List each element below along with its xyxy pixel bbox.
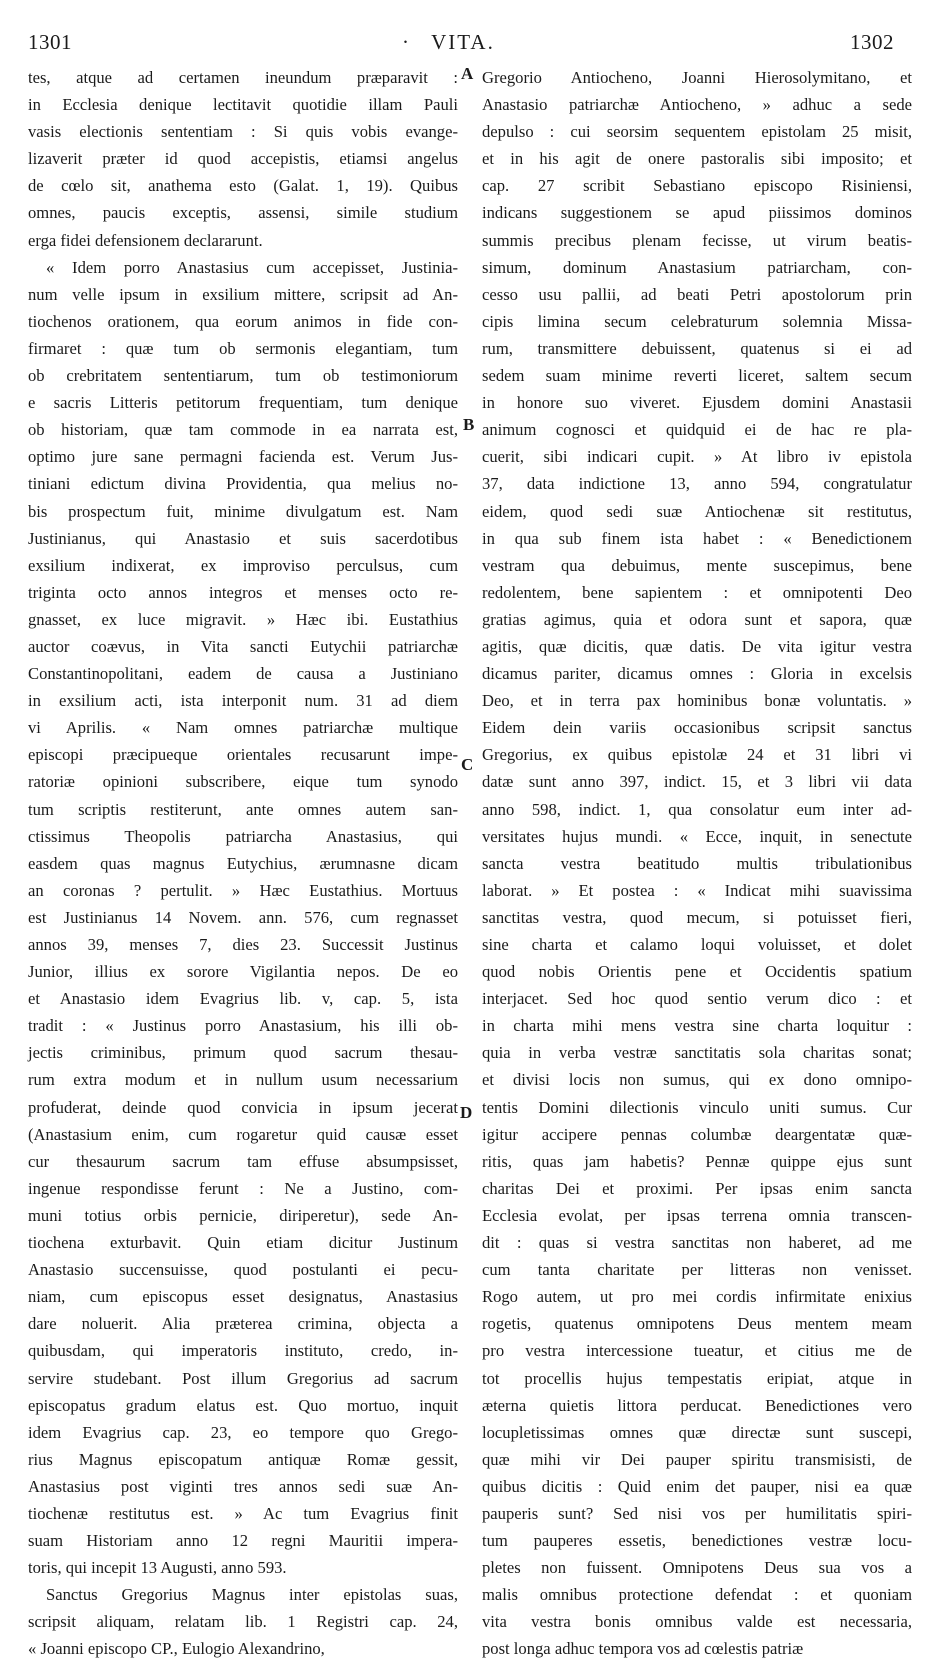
text-line: annos 39, menses 7, dies 23. Successit Justinus	[28, 935, 458, 954]
text-line: pauperis sunt? Sed nisi vos per humilitatis spiri-	[482, 1503, 912, 1523]
text-line: et Anastasio idem Evagrius lib. v, cap. 5, ista	[28, 989, 458, 1009]
text-line: ingenue respondisse ferunt : Ne a Justino, com-	[28, 1178, 458, 1198]
text-line: in qua sub finem ista habet : « Benedictionem	[482, 528, 912, 548]
text-line: rogetis, quatenus omnipotens Deus mentem meam	[482, 1314, 912, 1334]
text-line: de cœlo sit, anathema esto (Galat. 1, 19). Quibus	[28, 176, 458, 196]
text-line: versitates hujus mundi. « Ecce, inquit, in senectute	[482, 826, 912, 846]
text-line: vestram qua debuimus, mente suscepimus, bene	[482, 555, 912, 575]
text-line: depulso : cui seorsim sequentem epistolam 25 misit,	[482, 122, 912, 142]
text-line: sine charta et calamo loqui voluisset, et dolet	[482, 935, 912, 954]
text-line: cipis limina secum celebraturum solemnia Missa-	[482, 311, 912, 331]
text-line: rum extra modum et in nullum usum necessarium	[28, 1070, 458, 1090]
text-line: firmaret : quæ tum ob sermonis elegantiam, tum	[28, 338, 458, 358]
text-line: ctissimus Theopolis patriarcha Anastasius, qui	[28, 826, 458, 846]
text-line: Gregorio Antiocheno, Joanni Hierosolymitano, et	[482, 68, 912, 87]
text-line: cum tanta charitate per litteras non venisset.	[482, 1260, 912, 1280]
text-line: tum scriptis restiterunt, ante omnes autem san-	[28, 799, 458, 819]
text-line: optimo jure sane permagni facienda est. Verum Jus-	[28, 447, 458, 467]
text-line: vasis electionis sententiam : Si quis vobis evange-	[28, 122, 458, 142]
text-line: cesso usu pallii, ad beati Petri apostolorum prin	[482, 284, 912, 304]
text-line: idem Evagrius cap. 23, eo tempore quo Grego-	[28, 1422, 458, 1442]
text-line: est Justinianus 14 Novem. ann. 576, cum regnasset	[28, 907, 458, 927]
text-line: rum, transmittere debuissent, quatenus si ei ad	[482, 338, 912, 358]
text-line: Anastasio patriarchæ Antiocheno, » adhuc a sede	[482, 95, 912, 115]
text-line: indicans suggestionem se apud piissimos dominos	[482, 203, 912, 223]
text-line: in honore suo viveret. Ejusdem domini Anastasii	[482, 393, 912, 413]
text-line: Rogo autem, ut pro mei cordis infirmitate enixius	[482, 1287, 912, 1307]
text-line: ob historiam, quæ tam commode in ea narrata est,	[28, 420, 458, 440]
text-line: (Anastasium enim, cum rogaretur quid causæ esset	[28, 1124, 458, 1144]
text-line: an coronas ? pertulit. » Hæc Eustathius. Mortuus	[28, 880, 458, 900]
text-line: Gregorius, ex quibus epistolæ 24 et 31 libri vi	[482, 745, 912, 765]
text-line: dit : quas si vestra sanctitas non haberet, ad me	[482, 1233, 912, 1253]
text-line: charitas Dei et proximi. Per ipsas enim sancta	[482, 1178, 912, 1198]
text-line: cap. 27 scribit Sebastiano episcopo Risiniensi,	[482, 176, 912, 196]
text-line: Junior, illius ex sorore Vigilantia nepos. De eo	[28, 962, 458, 982]
text-line: servire studebant. Post illum Gregorius ad sacrum	[28, 1368, 458, 1388]
text-line: æterna quietis littora perducat. Benedictiones vero	[482, 1395, 912, 1415]
text-line: muni totius orbis pernicie, diriperetur), sede An-	[28, 1205, 458, 1225]
text-line: quibusdam, qui imperatoris instituto, credo, in-	[28, 1341, 458, 1361]
text-line: summis precibus plenam fecisse, ut virum beatis-	[482, 230, 912, 250]
margin-marker-c: C	[461, 755, 474, 774]
text-line: gratias agimus, quia et odora sunt et sapora, quæ	[482, 609, 912, 629]
text-line: gnasset, ex luce migravit. » Hæc ibi. Eustathius	[28, 609, 458, 629]
text-line: « Idem porro Anastasius cum accepisset, Justinia-	[46, 257, 458, 277]
text-line: quia in verba vestræ sanctitatis sola charitas sonat;	[482, 1043, 912, 1063]
text-line: sanctitas vestra, quod mecum, si potuisset fieri,	[482, 907, 912, 927]
margin-marker-b: B	[463, 415, 475, 434]
text-line: quod nobis Orientis pene et Occidentis spatium	[482, 962, 912, 982]
text-line: auctor coævus, in Vita sancti Eutychii patriarchæ	[28, 636, 458, 656]
text-line: datæ sunt anno 397, indict. 15, et 3 libri vii data	[482, 772, 912, 792]
text-line: tentis Domini dilectionis vinculo uniti sumus. Cur	[482, 1097, 912, 1117]
text-line: num velle ipsum in exsilium mittere, scripsit ad An-	[28, 284, 458, 304]
text-line: animum cognosci et quidquid ei de hac re pla-	[482, 420, 912, 440]
text-line: anno 598, indict. 1, qua consolatur eum inter ad-	[482, 799, 912, 819]
text-line: suam Historiam anno 12 regni Mauritii impera-	[28, 1531, 458, 1551]
margin-marker-d: D	[460, 1103, 473, 1122]
header-dot: ·	[402, 30, 409, 54]
text-line: sancta vestra beatitudo multis tribulationibus	[482, 853, 912, 873]
text-line: et in his agit de onere pastoralis sibi imposito; et	[482, 149, 912, 169]
text-line: tiochena exturbavit. Quin etiam dicitur Justinum	[28, 1233, 458, 1253]
text-line: post longa adhuc tempora vos ad cœlestis patriæ	[482, 1639, 804, 1659]
text-line: vita vestra bonis omnibus valde est necessaria,	[482, 1612, 912, 1632]
text-line: lizaverit præter id quod accepistis, etiamsi angelus	[28, 149, 458, 169]
text-line: interjacet. Sed hoc quod sentio verum dico : et	[482, 989, 912, 1009]
text-line: ratoriæ opinioni subscribere, eique tum synodo	[28, 772, 458, 792]
text-line: locupletissimas omnes quæ directæ sunt suscepi,	[482, 1422, 912, 1442]
text-line: malis omnibus protectione defendat : et quoniam	[482, 1585, 912, 1605]
text-line: tes, atque ad certamen ineundum præparavit :	[28, 68, 458, 87]
text-line: Anastasius post viginti tres annos sedi suæ An-	[28, 1476, 458, 1496]
text-line: 37, data indictione 13, anno 594, congratulatur	[482, 474, 912, 494]
text-line: Deo, et in terra pax hominibus bonæ voluntatis. »	[482, 691, 912, 711]
text-line: dicamus pariter, dicamus omnes : Gloria in excelsis	[482, 664, 912, 684]
text-line: erga fidei defensionem declararunt.	[28, 230, 263, 250]
text-line: omnes, paucis exceptis, assensi, simile studium	[28, 203, 458, 223]
text-line: in charta mihi mens vestra sine charta loquitur :	[482, 1016, 912, 1036]
text-line: Ecclesia evolat, per ipsas terrena omnia transcen-	[482, 1205, 912, 1225]
text-line: igitur accipere pennas columbæ deargentatæ quæ-	[482, 1124, 912, 1144]
text-line: in exsilium acti, ista interponit num. 31 ad diem	[28, 691, 458, 711]
page-number-left: 1301	[28, 30, 72, 54]
text-line: tiniani edictum divina Providentia, qua melius no-	[28, 474, 458, 494]
text-line: in Ecclesia denique lectitavit quotidie illam Pauli	[28, 95, 458, 115]
text-line: et divisi locis non sumus, qui ex dono omnipo-	[482, 1070, 912, 1090]
text-line: tradit : « Justinus porro Anastasium, his illi ob-	[28, 1016, 458, 1036]
text-line: bis prospectum fuit, minime divulgatum est. Nam	[28, 501, 458, 521]
text-line: Sanctus Gregorius Magnus inter epistolas suas,	[46, 1585, 458, 1605]
page-number-right: 1302	[850, 30, 894, 54]
text-line: quibus dicitis : Quid enim det pauper, nisi ea quæ	[482, 1476, 912, 1496]
text-line: tiochenæ restitutus est. » Ac tum Evagrius finit	[28, 1503, 458, 1523]
text-line: ritis, quas jam habetis? Pennæ quippe ejus sunt	[482, 1151, 912, 1171]
text-line: jectis criminibus, primum quod sacrum thesau-	[28, 1043, 458, 1063]
text-line: simum, dominum Anastasium patriarcham, con-	[482, 257, 912, 277]
text-line: tiochenos orationem, qua eorum animos in fide con-	[28, 311, 458, 331]
text-line: sedem suam minime reverti liceret, saltem secum	[482, 366, 912, 386]
text-line: Constantinopolitani, eadem de causa a Justiniano	[28, 664, 458, 684]
text-line: episcopi præcipueque orientales recusarunt impe-	[28, 745, 458, 765]
text-line: eidem, quod sedi suæ Antiochenæ sit restitutus,	[482, 501, 912, 521]
text-line: « Joanni episcopo CP., Eulogio Alexandrino,	[28, 1639, 325, 1659]
running-title: VITA.	[431, 30, 495, 54]
text-line: e sacris Litteris petitorum frequentiam, tum denique	[28, 393, 458, 413]
text-line: tot procellis hujus tempestatis eripiat, atque in	[482, 1368, 912, 1388]
text-line: rius Magnus episcopatum antiquæ Romæ gessit,	[28, 1449, 458, 1469]
right-text-column	[482, 64, 912, 1663]
text-line: redolentem, bene sapientem : et omnipotenti Deo	[482, 582, 912, 602]
text-line: cur thesaurum sacrum tam effuse absumpsisset,	[28, 1151, 458, 1171]
text-line: tum pauperes essetis, benedictiones vestræ locu-	[482, 1531, 912, 1551]
text-line: pletes non fuissent. Omnipotens Deus sua vos a	[482, 1558, 912, 1578]
text-line: toris, qui incepit 13 Augusti, anno 593.	[28, 1558, 287, 1578]
text-line: cuerit, sibi indicari cupit. » At libro iv epistola	[482, 447, 912, 467]
text-line: profuderat, deinde quod convicia in ipsum jecerat	[28, 1097, 458, 1117]
text-line: laborat. » Et postea : « Indicat mihi suavissima	[482, 880, 912, 900]
text-line: dare noluerit. Alia præterea crimina, objecta a	[28, 1314, 458, 1334]
text-line: exsilium indixerat, ex improviso perculsus, cum	[28, 555, 458, 575]
text-line: scripsit aliquam, relatam lib. 1 Registri cap. 24,	[28, 1612, 458, 1632]
text-line: quæ mihi vir Dei pauper spiritu transmisisti, de	[482, 1449, 912, 1469]
text-line: easdem quas magnus Eutychius, ærumnasne dicam	[28, 853, 458, 873]
text-line: agitis, quæ dicitis, quæ datis. De vita igitur vestra	[482, 636, 912, 656]
left-text-column	[28, 64, 458, 1663]
text-line: episcopatus gradum elatus est. Quo mortuo, inquit	[28, 1395, 458, 1415]
text-line: niam, cum episcopus esset designatus, Anastasius	[28, 1287, 458, 1307]
text-line: pro vestra intercessione tueatur, et citius me de	[482, 1341, 912, 1361]
text-line: Eidem dein variis occasionibus scripsit sanctus	[482, 718, 912, 738]
text-line: Justinianus, qui Anastasio et suis sacerdotibus	[28, 528, 458, 548]
margin-marker-a: A	[461, 64, 474, 83]
text-line: ob crebritatem sententiarum, tum ob testimoniorum	[28, 366, 458, 386]
text-line: triginta octo annos integros et menses octo re-	[28, 582, 458, 602]
text-line: vi Aprilis. « Nam omnes patriarchæ multique	[28, 718, 458, 738]
text-line: Anastasio succensuisse, quod postulanti ei pecu-	[28, 1260, 458, 1280]
